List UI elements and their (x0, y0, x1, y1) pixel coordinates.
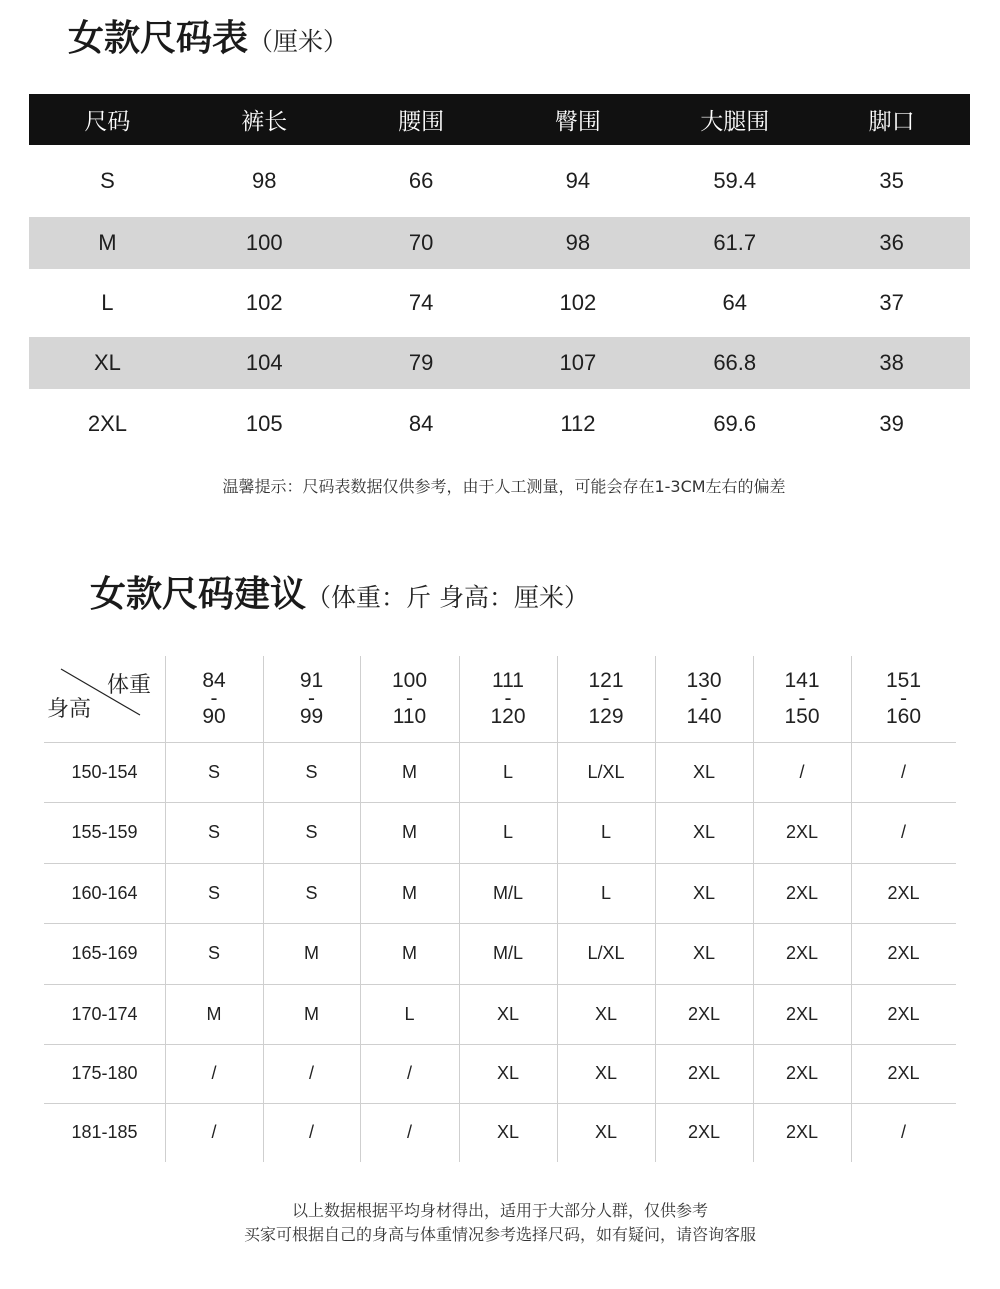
recommended-size-cell: S (207, 761, 220, 782)
recommended-size-cell: 2XL (687, 1003, 721, 1024)
recommended-size-cell: M (206, 1003, 222, 1024)
recommended-size-cell: 2XL (785, 1122, 819, 1142)
recommended-size-cell: XL (594, 1063, 618, 1083)
measure-cell: 70 (343, 217, 500, 269)
measure-cell: 104 (186, 337, 343, 389)
measure-cell: 79 (343, 337, 500, 389)
recommended-size-cell: M (402, 943, 417, 963)
weight-header-part: 90 (202, 705, 226, 728)
recommended-size-cell: S (207, 822, 220, 842)
measure-cell: 59.4 (656, 145, 813, 217)
table-row (29, 217, 970, 269)
weight-header-part: 100 (391, 669, 428, 692)
recommended-size-cell: / (900, 1122, 906, 1142)
corner-height-label: 身高 (47, 697, 92, 722)
size-cell: L (29, 269, 186, 337)
recommended-size-cell: 2XL (785, 943, 819, 963)
recommended-size-cell: L (502, 761, 513, 782)
recommend-title-text: 女款尺码建议 (90, 574, 307, 615)
recommended-size-cell: 2XL (887, 1003, 920, 1024)
recommended-size-cell: M (402, 882, 417, 903)
table-header-row (29, 94, 970, 145)
recommended-size-cell: / (799, 761, 805, 782)
height-range-cell: 165-169 (71, 943, 138, 963)
weight-header-part: - (406, 687, 413, 710)
header-leg-opening: 脚口 (813, 94, 970, 145)
weight-header (459, 656, 557, 742)
size-cell: 2XL (29, 389, 186, 459)
recommended-size-cell: M (402, 822, 417, 842)
weight-header-part: 129 (588, 705, 624, 728)
weight-header (851, 656, 956, 742)
weight-header-part: 110 (392, 705, 427, 728)
recommended-size-cell: L/XL (587, 943, 625, 963)
table-row (29, 145, 970, 217)
height-range-cell: 170-174 (71, 1003, 138, 1024)
recommended-size-cell: S (305, 761, 318, 782)
recommended-size-cell: / (211, 1063, 217, 1083)
table-row (29, 269, 970, 337)
recommended-size-cell: / (900, 822, 906, 842)
weight-header-part: 120 (490, 705, 526, 728)
recommended-size-cell: 2XL (785, 822, 819, 842)
recommended-size-cell: M (304, 1003, 319, 1024)
header-pants-length: 裤长 (186, 94, 343, 145)
recommended-size-cell: L (404, 1003, 415, 1024)
recommended-size-cell: L/XL (587, 761, 625, 782)
weight-header (557, 656, 655, 742)
size-cell: S (29, 145, 186, 217)
measure-cell: 98 (186, 145, 343, 217)
recommended-size-cell: / (900, 761, 906, 782)
measure-cell: 66.8 (656, 337, 813, 389)
table-row (29, 389, 970, 459)
recommended-size-cell: XL (496, 1003, 520, 1024)
recommended-size-cell: 2XL (785, 882, 819, 903)
weight-header-part: 130 (686, 669, 722, 692)
recommended-size-cell: 2XL (687, 1063, 721, 1083)
measure-cell: 105 (186, 389, 343, 459)
recommended-size-cell: L (600, 882, 611, 903)
measure-cell: 107 (499, 337, 656, 389)
recommended-size-cell: S (305, 882, 318, 903)
weight-header-part: - (700, 687, 708, 710)
size-table-title-text: 女款尺码表 (68, 18, 249, 59)
weight-header-part: - (210, 687, 218, 710)
measure-cell: 37 (813, 269, 970, 337)
weight-header-part: 160 (885, 705, 922, 728)
height-range-cell: 175-180 (71, 1063, 138, 1083)
header-size: 尺码 (29, 94, 186, 145)
weight-header-part: - (900, 687, 907, 710)
weight-header-part: 141 (784, 669, 820, 692)
measure-cell: 35 (813, 145, 970, 217)
measure-cell: 64 (656, 269, 813, 337)
height-range-cell: 150-154 (71, 761, 138, 782)
recommended-size-cell: M (402, 761, 417, 782)
recommended-size-cell: 2XL (687, 1122, 721, 1142)
size-table-title (68, 10, 348, 61)
weight-header-part: - (602, 687, 610, 710)
recommended-size-cell: S (305, 822, 318, 842)
recommended-size-cell: XL (594, 1003, 618, 1024)
table-row (29, 337, 970, 389)
recommended-size-cell: XL (692, 761, 716, 782)
size-table-tip: 温馨提示：尺码表数据仅供参考，由于人工测量，可能会存在1-3CM左右的偏差 (222, 477, 786, 496)
height-range-cell: 155-159 (71, 822, 138, 842)
weight-header-part: 151 (885, 669, 922, 692)
weight-header-part: 91 (299, 669, 324, 692)
weight-header-part: 150 (784, 705, 820, 728)
header-thigh: 大腿围 (656, 94, 813, 145)
footer-line-2: 买家可根据自己的身高与体重情况参考选择尺码，如有疑问，请咨询客服 (243, 1225, 756, 1244)
weight-header-part: 140 (686, 705, 722, 728)
weight-header (263, 656, 360, 742)
weight-header-part: 99 (299, 705, 324, 728)
measure-cell: 38 (813, 337, 970, 389)
weight-header (655, 656, 753, 742)
weight-header-part: 84 (202, 669, 226, 692)
recommended-size-cell: XL (692, 943, 716, 963)
measure-cell: 84 (343, 389, 500, 459)
recommended-size-cell: / (211, 1122, 217, 1142)
recommended-size-cell: S (207, 943, 220, 963)
header-hip: 臀围 (499, 94, 656, 145)
recommended-size-cell: XL (496, 1063, 520, 1083)
measure-cell: 100 (186, 217, 343, 269)
measure-cell: 74 (343, 269, 500, 337)
recommend-title (90, 566, 589, 617)
weight-header (753, 656, 851, 742)
weight-header (360, 656, 459, 742)
measure-cell: 112 (499, 389, 656, 459)
recommended-size-cell: / (406, 1063, 412, 1083)
weight-header-part: - (308, 687, 315, 710)
measure-cell: 94 (499, 145, 656, 217)
recommended-size-cell: XL (594, 1122, 618, 1142)
recommended-size-cell: M (304, 943, 319, 963)
measure-cell: 61.7 (656, 217, 813, 269)
recommended-size-cell: 2XL (887, 882, 920, 903)
recommended-size-cell: XL (692, 822, 716, 842)
recommended-size-cell: 2XL (785, 1003, 819, 1024)
size-cell: M (29, 217, 186, 269)
weight-header (165, 656, 263, 742)
recommended-size-cell: L (502, 822, 513, 842)
weight-header-part: 111 (492, 669, 524, 692)
weight-header-part: - (798, 687, 806, 710)
measure-cell: 69.6 (656, 389, 813, 459)
weight-header-part: - (504, 687, 512, 710)
measure-cell: 66 (343, 145, 500, 217)
recommended-size-cell: XL (692, 882, 716, 903)
recommended-size-cell: S (207, 882, 220, 903)
recommended-size-cell: XL (496, 1122, 520, 1142)
size-measurement-table (29, 94, 970, 459)
measure-cell: 98 (499, 217, 656, 269)
corner-weight-label: 体重 (107, 673, 152, 698)
recommended-size-cell: L (600, 822, 611, 842)
weight-header-part: 121 (588, 669, 624, 692)
recommended-size-cell: / (406, 1122, 412, 1142)
recommended-size-cell: M/L (492, 943, 523, 963)
measure-cell: 102 (186, 269, 343, 337)
recommended-size-cell: / (308, 1122, 314, 1142)
measure-cell: 36 (813, 217, 970, 269)
size-table-unit: （厘米） (248, 27, 349, 56)
recommend-unit: （体重：斤 身高：厘米） (306, 583, 589, 612)
size-recommendation-grid (44, 656, 956, 1162)
recommended-size-cell: / (308, 1063, 314, 1083)
header-waist: 腰围 (343, 94, 500, 145)
measure-cell: 102 (499, 269, 656, 337)
recommended-size-cell: 2XL (887, 943, 920, 963)
size-cell: XL (29, 337, 186, 389)
recommended-size-cell: M/L (492, 882, 523, 903)
footer-line-1: 以上数据根据平均身材得出，适用于大部分人群，仅供参考 (291, 1201, 708, 1220)
measure-cell: 39 (813, 389, 970, 459)
recommended-size-cell: 2XL (887, 1063, 920, 1083)
height-range-cell: 160-164 (71, 882, 138, 903)
recommended-size-cell: 2XL (785, 1063, 819, 1083)
height-range-cell: 181-185 (71, 1122, 138, 1142)
